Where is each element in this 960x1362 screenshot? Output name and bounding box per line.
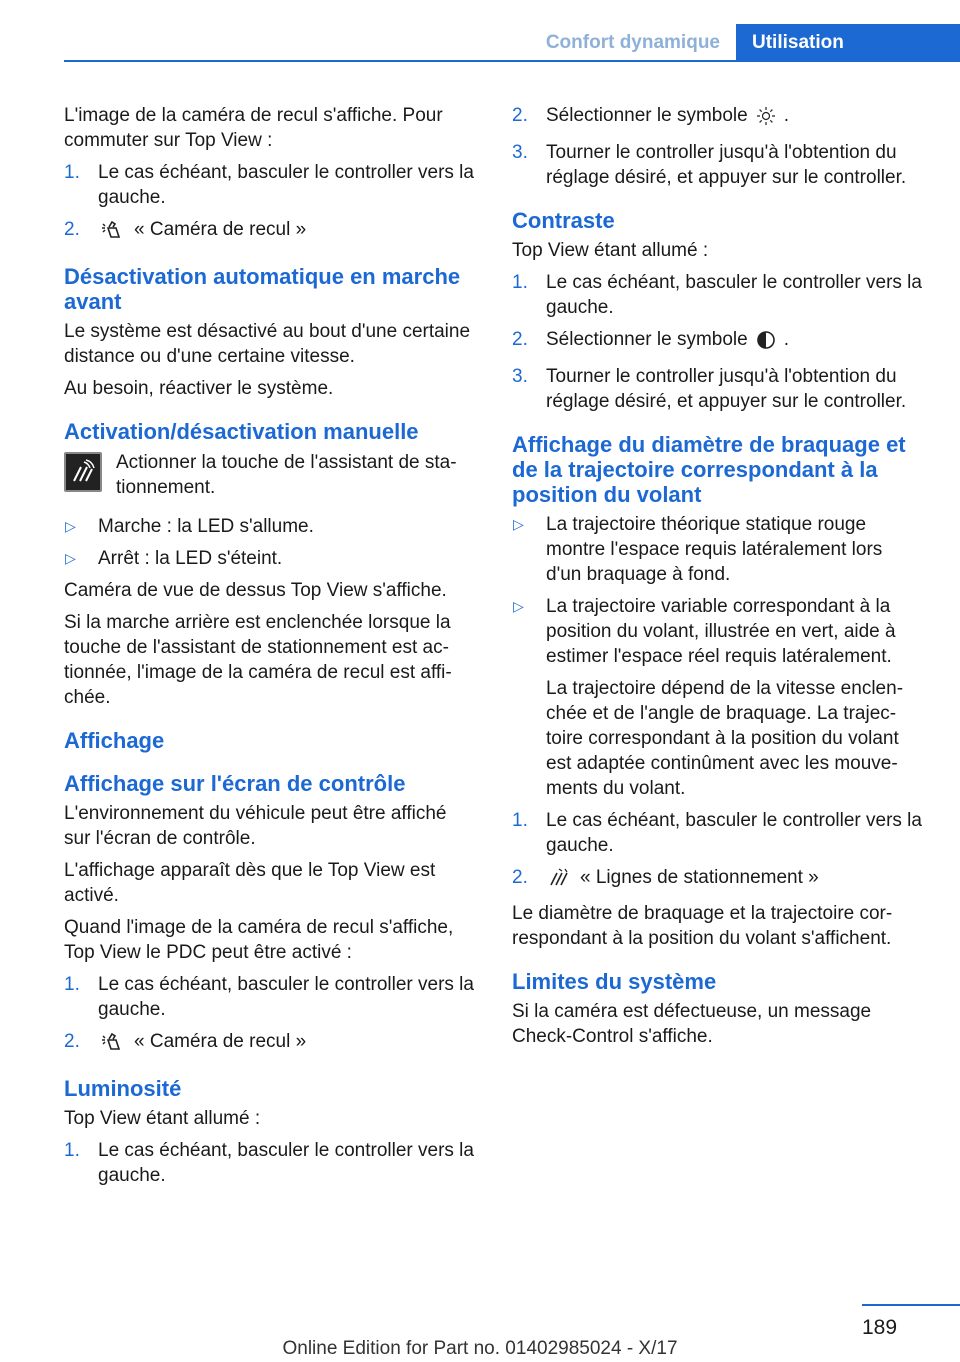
steps-topview xyxy=(64,160,474,246)
section-heading-auto-off: Désactivation automatique en marche avant xyxy=(64,264,461,314)
list-item xyxy=(512,270,922,320)
step-number: 1. xyxy=(64,162,80,183)
step-text: Tourner le controller jusqu'à l'obtention du réglage désiré, et appuyer sur le controller. xyxy=(546,142,907,188)
bullet-subparagraph: La trajectoire dépend de la vitesse enclenchée et de l'angle de braquage. La trajectoire correspondant à la position du volant est adaptée continûment avec les mouvements du volant. xyxy=(546,678,904,799)
button-instruction xyxy=(64,450,474,500)
triangle-bullet-icon: ▷ xyxy=(65,518,76,534)
step-number: 2. xyxy=(512,867,528,888)
step-text: . xyxy=(783,329,789,350)
section-label-current: Utilisation xyxy=(736,24,960,62)
page-number: 189 xyxy=(862,1316,898,1339)
list-item xyxy=(512,594,922,801)
page-number-rule xyxy=(862,1304,960,1306)
step-text: Tourner le controller jusqu'à l'obtention du réglage désiré, et appuyer sur le controller. xyxy=(546,366,907,412)
list-item xyxy=(64,160,474,210)
step-text: Le cas échéant, basculer le controller vers la gauche. xyxy=(546,272,922,318)
section-label-previous: Confort dynamique xyxy=(545,32,720,53)
steps-parking-lines xyxy=(512,808,922,894)
step-number: 3. xyxy=(512,142,528,163)
list-item xyxy=(64,217,474,246)
step-text: « Lignes de stationnement » xyxy=(580,867,819,888)
bullet-text: Arrêt : la LED s'éteint. xyxy=(98,548,283,569)
section-heading-turning: Affichage du diamètre de braquage et de la trajectoire correspondant à la position du volant xyxy=(512,432,906,507)
section-heading-contrast: Contraste xyxy=(512,208,615,233)
step-number: 1. xyxy=(64,974,80,995)
step-text: Le cas échéant, basculer le controller vers la gauche. xyxy=(98,162,474,208)
step-text: Le cas échéant, basculer le controller vers la gauche. xyxy=(98,974,474,1020)
paragraph: Si la caméra est défectueuse, un message Check-Control s'affiche. xyxy=(512,1001,872,1047)
parking-lines-icon xyxy=(548,867,570,894)
step-text: . xyxy=(783,105,789,126)
list-item xyxy=(512,327,922,357)
header-rule xyxy=(64,60,960,62)
step-number: 1. xyxy=(512,810,528,831)
list-item xyxy=(64,514,474,539)
paragraph: Quand l'image de la caméra de recul s'affiche, Top View le PDC peut être activé : xyxy=(64,917,454,963)
bullet-text: Marche : la LED s'allume. xyxy=(98,516,314,537)
steps-brightness xyxy=(64,1138,474,1188)
list-item xyxy=(64,546,474,571)
step-number: 2. xyxy=(64,219,80,240)
section-heading-screen: Affichage sur l'écran de contrôle xyxy=(64,771,406,796)
step-text: Le cas échéant, basculer le controller vers la gauche. xyxy=(98,1140,474,1186)
step-text: Sélectionner le symbole xyxy=(546,105,748,126)
paragraph: Si la marche arrière est enclenchée lorsque la touche de l'assistant de stationnement est actionnée, l'image de la caméra de recul est affichée. xyxy=(64,612,452,708)
paragraph: Top View étant allumé : xyxy=(512,240,709,261)
footer-edition: Online Edition for Part no. 01402985024 - X/17 xyxy=(282,1338,678,1359)
list-item xyxy=(512,140,922,190)
section-heading-display: Affichage xyxy=(64,728,165,753)
triangle-bullet-icon: ▷ xyxy=(513,598,524,614)
list-item xyxy=(64,1029,474,1058)
parking-assist-button-icon xyxy=(64,452,102,492)
section-heading-manual: Activation/désactivation manuelle xyxy=(64,419,419,444)
paragraph: L'affichage apparaît dès que le Top View est activé. xyxy=(64,860,436,906)
steps-brightness-cont xyxy=(512,103,922,190)
contrast-icon xyxy=(756,330,776,357)
button-instruction-text: Actionner la touche de l'assistant de stationnement. xyxy=(116,452,457,498)
list-item xyxy=(512,865,922,894)
step-text: Sélectionner le symbole xyxy=(546,329,748,350)
list-item xyxy=(512,103,922,133)
step-number: 2. xyxy=(64,1031,80,1052)
left-column xyxy=(64,103,474,1195)
paragraph: Caméra de vue de dessus Top View s'affiche. xyxy=(64,580,447,601)
steps-contrast xyxy=(512,270,922,414)
intro-paragraph: L'image de la caméra de recul s'affiche. Pour commuter sur Top View : xyxy=(64,105,443,151)
step-number: 1. xyxy=(512,272,528,293)
led-list xyxy=(64,514,474,571)
paragraph: Le système est désactivé au bout d'une certaine distance ou d'une certaine vitesse. xyxy=(64,321,471,367)
bullet-text: La trajectoire variable correspondant à la position du volant, illustrée en vert, aide à estimer l'espace réel requis latéralement. xyxy=(546,596,896,667)
list-item xyxy=(64,972,474,1022)
turning-list xyxy=(512,512,922,801)
section-heading-limits: Limites du système xyxy=(512,969,717,994)
right-column xyxy=(512,103,922,1056)
step-text: « Caméra de recul » xyxy=(134,1031,307,1052)
step-number: 2. xyxy=(512,105,528,126)
list-item xyxy=(512,512,922,587)
paragraph: L'environnement du véhicule peut être affiché sur l'écran de contrôle. xyxy=(64,803,447,849)
list-item xyxy=(512,364,922,414)
step-text: Le cas échéant, basculer le controller vers la gauche. xyxy=(546,810,922,856)
step-number: 3. xyxy=(512,366,528,387)
bullet-text: La trajectoire théorique statique rouge montre l'espace requis latéralement lors d'un braquage à fond. xyxy=(546,514,883,585)
step-number: 2. xyxy=(512,329,528,350)
camera-icon xyxy=(100,219,124,246)
steps-pdc xyxy=(64,972,474,1058)
camera-icon xyxy=(100,1031,124,1058)
paragraph: Au besoin, réactiver le système. xyxy=(64,378,334,399)
triangle-bullet-icon: ▷ xyxy=(513,516,524,532)
step-number: 1. xyxy=(64,1140,80,1161)
paragraph: Top View étant allumé : xyxy=(64,1108,261,1129)
sun-brightness-icon xyxy=(756,106,776,133)
list-item xyxy=(64,1138,474,1188)
paragraph: Le diamètre de braquage et la trajectoire correspondant à la position du volant s'affichent. xyxy=(512,903,893,949)
header-tabs xyxy=(530,24,960,62)
list-item xyxy=(512,808,922,858)
step-text: « Caméra de recul » xyxy=(134,219,307,240)
section-heading-brightness: Luminosité xyxy=(64,1076,182,1101)
triangle-bullet-icon: ▷ xyxy=(65,550,76,566)
